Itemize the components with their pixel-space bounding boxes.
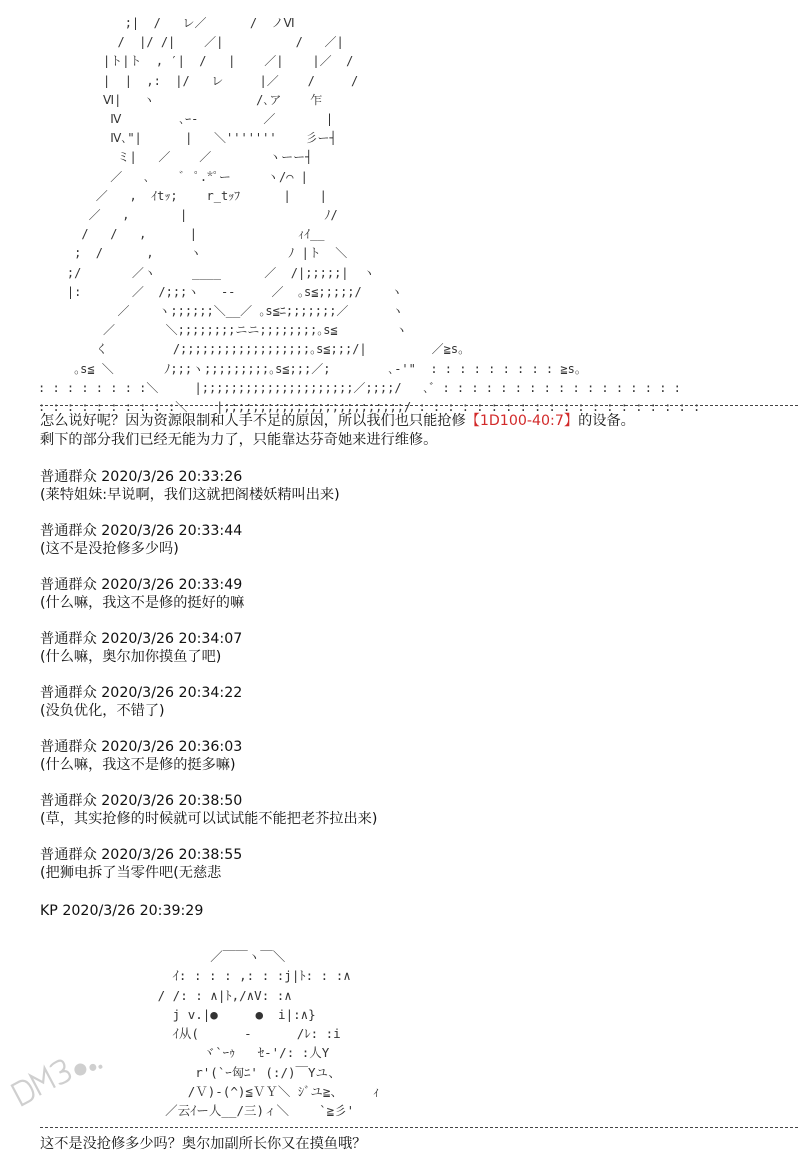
comment-meta: [40, 684, 242, 702]
comment-author: 普通群众: [40, 793, 97, 809]
kp-author: KP: [40, 903, 58, 919]
comment-meta: [40, 792, 377, 810]
kp-meta: [40, 902, 203, 920]
narration-text: 怎么说好呢？因为资源限制和人手不足的原因，所以我们也只能抢修: [40, 413, 466, 429]
comment-time: 2020/3/26 20:33:26: [101, 469, 243, 485]
divider-top: [40, 405, 798, 406]
comment-item: [40, 738, 242, 774]
narration-line-1: [40, 412, 635, 430]
comment-author: 普通群众: [40, 523, 97, 539]
comment-text: (什么嘛，奥尔加你摸鱼了吧): [40, 649, 222, 665]
comment-time: 2020/3/26 20:34:07: [101, 631, 243, 647]
comment-meta: [40, 576, 244, 594]
comment-meta: [40, 846, 242, 864]
footer-caption: 这不是没抢修多少吗？奥尔加副所长你又在摸鱼哦？: [40, 1136, 367, 1152]
divider-bottom: [40, 1127, 798, 1128]
comment-author: 普通群众: [40, 685, 97, 701]
comment-author: 普通群众: [40, 631, 97, 647]
comment-item: [40, 792, 377, 828]
comment-text: (草，其实抢修的时候就可以试试能不能把老芥拉出来): [40, 811, 378, 827]
comment-time: 2020/3/26 20:36:03: [101, 739, 243, 755]
dice-roll-result: 1D100-40:7: [479, 413, 564, 429]
comment-time: 2020/3/26 20:33:49: [101, 577, 243, 593]
ascii-art-bottom: ／￣￣ヽ￣＼ ｲ: : : : ,: : :j|ﾄ: : :∧ / /: : ∧|ﾄ,/∧V: :∧ j v.|● ● i|:∧} ｲ从( - /ﾚ: :i ヾ`ｰｩ ｾ-'/: :人Y r'(`ｰ匈ﾆ' (:/)￣Yユ、 /Ｖ)-(^)≦ＶＹ＼ ｼﾞユ≧、 ｨ ／云ｲー人__/三)ィ＼ `≧彡': [157, 949, 380, 1119]
comment-item: [40, 846, 242, 882]
comment-time: 2020/3/26 20:34:22: [101, 685, 243, 701]
comment-text: (什么嘛，我这不是修的挺多嘛): [40, 757, 236, 773]
comment-item: [40, 684, 242, 720]
comment-text: (这不是没抢修多少吗): [40, 541, 179, 557]
narration-text-tail: 的设备。: [578, 413, 635, 429]
comment-text: (没负优化，不错了): [40, 703, 165, 719]
comment-author: 普通群众: [40, 847, 97, 863]
comment-time: 2020/3/26 20:38:55: [101, 847, 243, 863]
ascii-art-top: ;| / レ／ / ノⅥ / |/ /| ／| / ／| |ト|ト , ′| / | ／| |／ / | | ,: |/ レ |／ / / Ⅵ| ヽ /､ア 乍 Ⅳ ､ｰ‐ ／ | Ⅳ､"| | ＼''''''' 彡ー┤ ミ| ／ ／ ヽーー┤ ／ ､ ゛ ﾟ.*ﾟー ヽ/⌒ | ／ , ｲtｯ; r_tｯﾌ | | ／ , | ﾉ/ / / , | ｨｲ__ ; / , ヽ ﾉ |ト ＼ ;/ ／ヽ ____ ／ /|;;;;;| ヽ |: ／ /;;;ヽ -- ／ ｡s≦;;;;;/ ヽ ／ ヽ;;;;;;＼__／ ｡s≦ﾆ;;;;;;;／ ヽ ／ ＼;;;;;;;;ニニ;;;;;;;;｡s≦ ヽ く /;;;;;;;;;;;;;;;;;;｡s≦;;;/| ／≧s｡ ｡s≦ ＼ ﾉ;;;ヽ;;;;;;;;;｡s≦;;;／; ､-'" : : : : : : : : : ≧s｡ : : : : : : : :＼ |;;;;;;;;;;;;;;;;;;;;;／;;;;/ ､ﾞ : : : : : : : : : : : : : : : : : : : : : : : : : : :＼ |;;;;;;;;;;;;;;;;;;;;;;;;;/ : : : : : : : : : : : : : : : : : : : :: [38, 16, 701, 415]
dice-bracket-close: 】: [563, 413, 579, 429]
dice-bracket-open: 【: [465, 413, 480, 429]
comment-time: 2020/3/26 20:38:50: [101, 793, 243, 809]
comment-meta: [40, 522, 242, 540]
kp-post-header: [40, 902, 203, 920]
comment-item: [40, 522, 242, 558]
comment-author: 普通群众: [40, 469, 97, 485]
kp-time: 2020/3/26 20:39:29: [62, 903, 204, 919]
comment-item: [40, 468, 340, 504]
comment-text: (什么嘛，我这不是修的挺好的嘛: [40, 595, 245, 611]
comment-text: (莱特姐妹:早说啊，我们这就把阁楼妖精叫出来): [40, 487, 340, 503]
comment-text: (把狮电拆了当零件吧(无慈悲: [40, 865, 222, 881]
comment-item: [40, 630, 242, 666]
comment-author: 普通群众: [40, 577, 97, 593]
comment-time: 2020/3/26 20:33:44: [101, 523, 243, 539]
comment-meta: [40, 468, 340, 486]
comment-item: [40, 576, 244, 612]
dmzj-watermark-icon: [5, 1035, 109, 1115]
comment-meta: [40, 630, 242, 648]
comment-meta: [40, 738, 242, 756]
narration-line-2: 剩下的部分我们已经无能为力了，只能靠达芬奇她来进行维修。: [40, 432, 438, 448]
comment-author: 普通群众: [40, 739, 97, 755]
